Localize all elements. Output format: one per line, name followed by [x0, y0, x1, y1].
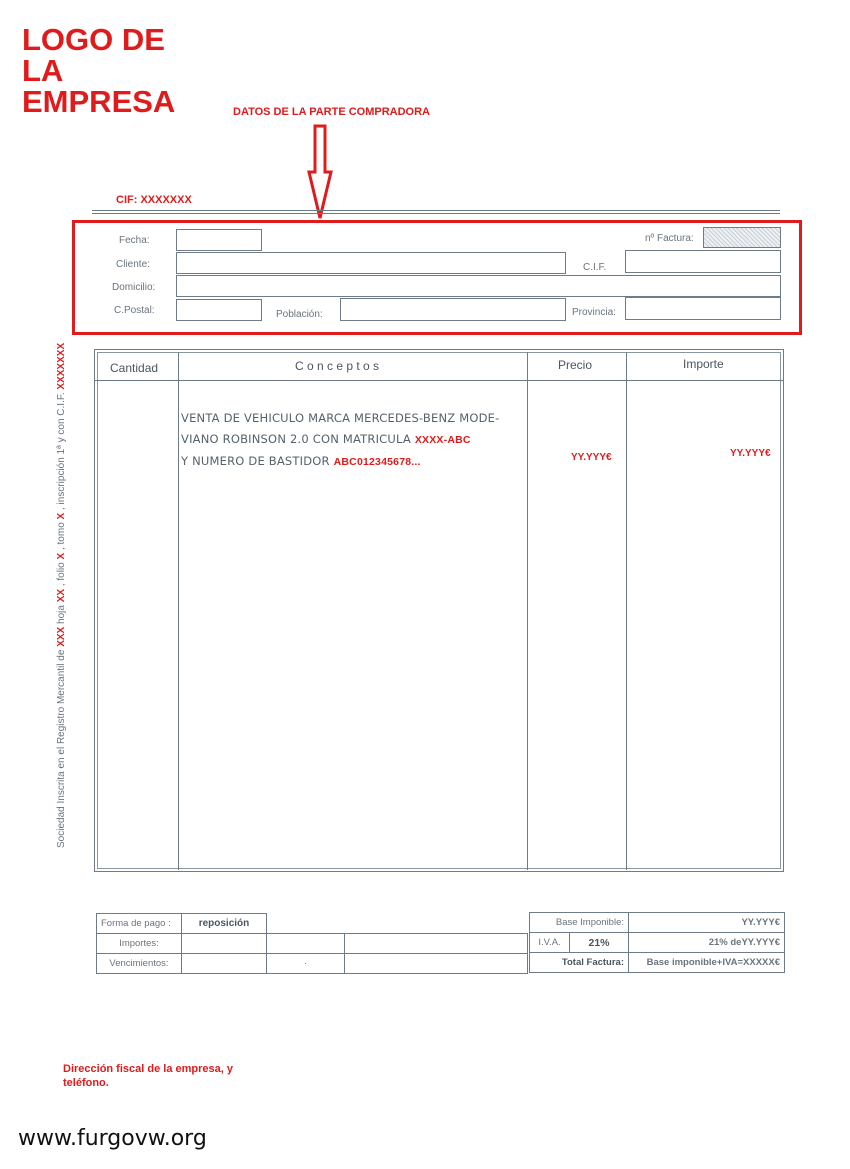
importes-label: Importes: [97, 934, 182, 954]
company-logo-placeholder [22, 24, 175, 117]
header-conceptos: C o n c e p t o s [295, 359, 380, 373]
company-address-note: Dirección fiscal de la empresa, y teléfono. [63, 1063, 233, 1089]
fecha-label: Fecha: [119, 235, 150, 246]
side-text-part5: , inscripción 1ª y con C.I.F. [56, 392, 67, 510]
registry-side-text [56, 343, 67, 848]
header-precio: Precio [558, 358, 593, 372]
table-header-rule [95, 380, 783, 381]
col-divider-1 [178, 352, 179, 870]
header-cantidad: Cantidad [110, 361, 159, 375]
header-rule-bottom [92, 213, 780, 214]
base-imponible-label: Base Imponible: [530, 913, 629, 933]
buyer-data-highlight [72, 220, 802, 335]
side-text-folio: X [56, 552, 67, 560]
logo-line-1: LOGO DE [22, 22, 165, 57]
iva-value: 21% deYY.YYY€ [629, 933, 785, 953]
header-rule-top [92, 210, 780, 211]
concept-description [181, 408, 526, 473]
logo-line-2: LA [22, 53, 64, 88]
nfactura-label: nº Factura: [645, 233, 694, 244]
bastidor-value: ABC012345678... [333, 456, 421, 468]
vencimientos-dot: · [267, 954, 345, 974]
down-arrow-icon [305, 124, 335, 222]
poblacion-label: Población: [276, 309, 323, 320]
total-factura-label: Total Factura: [530, 953, 629, 973]
domicilio-label: Domicilio: [112, 282, 156, 293]
payment-table [96, 913, 528, 974]
col-divider-3 [626, 352, 627, 870]
side-text-registry: XXX [56, 626, 67, 647]
concept-line-2 [181, 429, 526, 451]
iva-label: I.V.A. [530, 933, 570, 953]
total-factura-value: Base imponible+IVA=XXXXX€ [629, 953, 785, 973]
cliente-label: Cliente: [116, 259, 150, 270]
side-text-tomo: X [56, 512, 67, 520]
logo-line-3: EMPRESA [22, 84, 176, 119]
iva-rate: 21% [570, 933, 629, 953]
website-watermark: www.furgovw.org [18, 1126, 207, 1151]
side-text-part4: , tomo [56, 522, 67, 551]
side-text-part2: hoja [56, 605, 67, 624]
base-imponible-value: YY.YYY€ [629, 913, 785, 933]
importes-cell-1 [182, 934, 267, 954]
col-divider-2 [527, 352, 528, 870]
forma-pago-label: Forma de pago : [97, 914, 182, 934]
buyer-data-annotation: DATOS DE LA PARTE COMPRADORA [233, 106, 430, 118]
vencimientos-cell-3 [345, 954, 528, 974]
importes-cell-2 [267, 934, 345, 954]
concept-line-1: VENTA DE VEHICULO MARCA MERCEDES-BENZ MODE- [181, 411, 500, 425]
concept-line-3 [181, 451, 526, 473]
cif-label: C.I.F. [583, 262, 607, 273]
concept-line-2-text: VIANO ROBINSON 2.0 CON MATRICULA [181, 432, 411, 446]
side-text-hoja: XX [56, 588, 67, 603]
importe-value: YY.YYY€ [730, 448, 771, 459]
importes-cell-3 [345, 934, 528, 954]
side-text-cif: XXXXXXX [56, 342, 67, 390]
company-cif: CIF: XXXXXXX [116, 194, 192, 206]
forma-pago-value: reposición [182, 914, 267, 934]
vencimientos-label: Vencimientos: [97, 954, 182, 974]
matricula-value: XXXX-ABC [414, 434, 471, 446]
side-text-part1: Sociedad Inscrita en el Registro Mercantil de [56, 649, 67, 848]
totals-table [529, 912, 785, 973]
side-text-part3: , folio [56, 562, 67, 587]
cpostal-label: C.Postal: [114, 305, 155, 316]
header-importe: Importe [683, 357, 724, 371]
precio-value: YY.YYY€ [571, 452, 612, 463]
vencimientos-cell-1 [182, 954, 267, 974]
payment-empty-top [267, 914, 528, 934]
provincia-label: Provincia: [572, 307, 616, 318]
concept-line-3-text: Y NUMERO DE BASTIDOR [181, 454, 330, 468]
